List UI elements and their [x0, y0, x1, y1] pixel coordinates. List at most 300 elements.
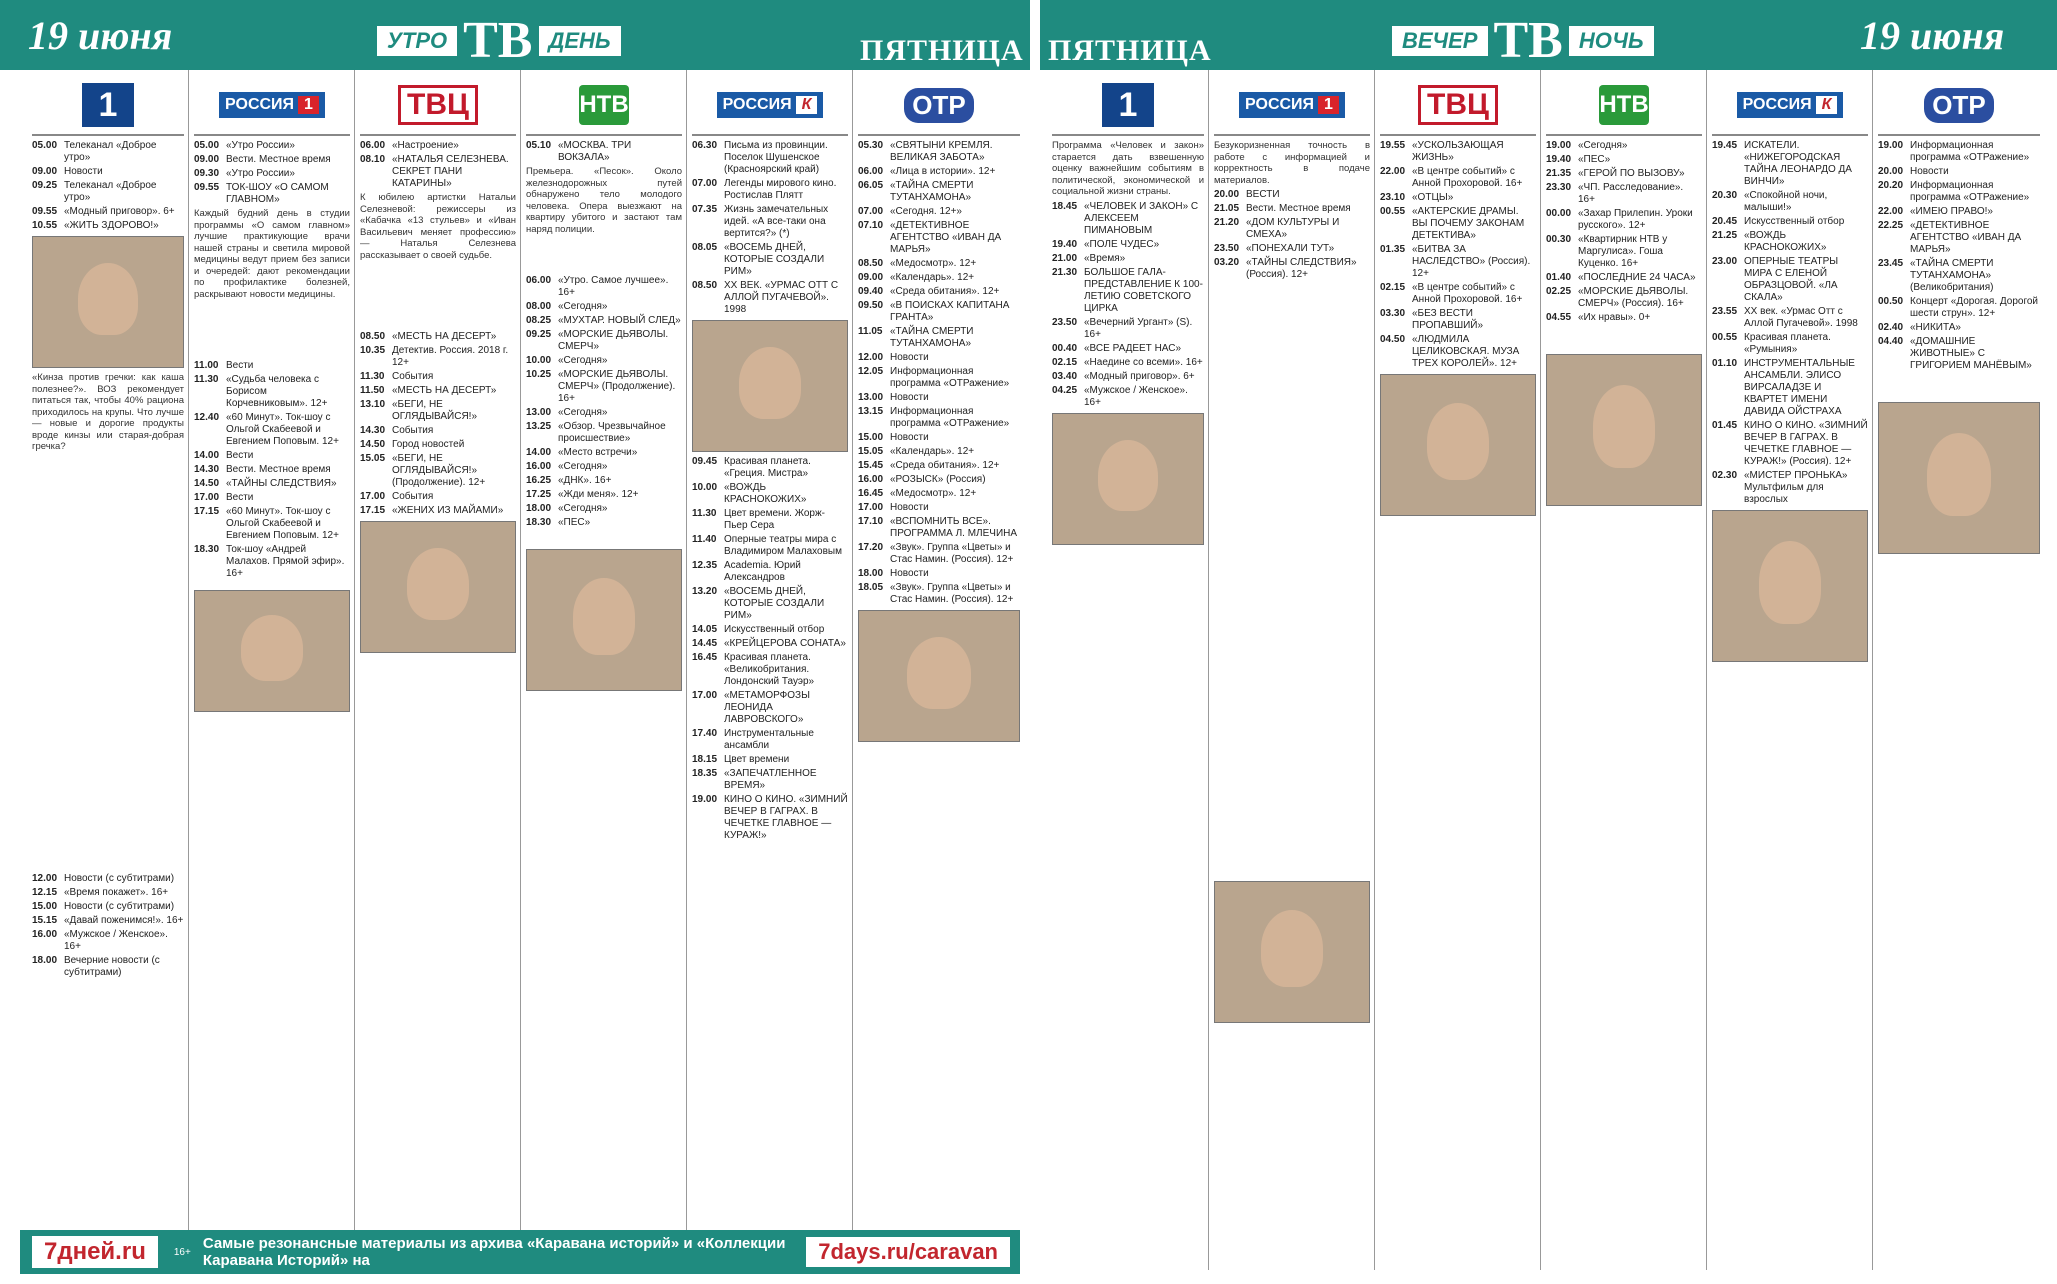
- program-time: 05.30: [858, 140, 884, 151]
- program-time: 18.30: [526, 517, 552, 528]
- footer-banner: [20, 1230, 1020, 1274]
- program-description: Каждый будний день в студии программы «О самом главном» лучшие практикующие врачи нашей страны и светила мировой медицины ведут прием без записи и очередей: дают рекомендации по профилактике болезней, раскрывают новости медицины.: [194, 208, 350, 300]
- program-title: «Звук». Группа «Цветы» и Стас Намин. (Россия). 12+: [890, 582, 1014, 605]
- program-item: [32, 206, 184, 218]
- ntv-logo: НТВ: [1599, 85, 1649, 125]
- program-item: [858, 300, 1020, 324]
- channel-1-logo: 1: [82, 83, 134, 127]
- program-time: 09.00: [858, 272, 884, 283]
- program-title: «Жди меня». 12+: [558, 489, 639, 500]
- program-item: [1380, 166, 1536, 190]
- program-title: ХХ ВЕК. «УРМАС ОТТ С АЛЛОЙ ПУГАЧЕВОЙ». 1998: [724, 280, 839, 315]
- program-time: 09.50: [858, 300, 884, 311]
- program-time: 12.35: [692, 560, 718, 571]
- program-item: [526, 489, 682, 501]
- program-title: «МОСКВА. ТРИ ВОКЗАЛА»: [558, 140, 632, 163]
- program-time: 04.55: [1546, 312, 1572, 323]
- program-time: 03.40: [1052, 370, 1078, 382]
- program-item: [858, 542, 1020, 566]
- col-ntv-evening: [1542, 70, 1707, 1270]
- program-item: [360, 491, 516, 503]
- program-time: 21.25: [1712, 230, 1738, 241]
- right-tv-logo: [1390, 12, 1656, 69]
- program-item: [360, 385, 516, 397]
- program-time: 16.00: [32, 928, 58, 940]
- program-title: «Модный приговор». 6+: [64, 206, 175, 217]
- photo-film: [1712, 510, 1868, 662]
- program-item: [1546, 168, 1702, 180]
- program-time: 14.05: [692, 624, 718, 635]
- program-title: «ВОЖДЬ КРАСНОКОЖИХ»: [1744, 230, 1827, 253]
- program-item: [194, 168, 350, 180]
- program-title: «ТАЙНЫ СЛЕДСТВИЯ»: [226, 478, 337, 489]
- program-item: [1380, 140, 1536, 164]
- program-time: 18.00: [858, 568, 884, 579]
- program-item: [1878, 296, 2040, 320]
- program-item: [1878, 206, 2040, 218]
- program-title: Вести. Местное время: [1246, 203, 1351, 214]
- program-title: Ток-шоу «Андрей Малахов. Прямой эфир». 16+: [226, 544, 345, 579]
- program-time: 08.50: [692, 280, 718, 291]
- program-item: [1052, 253, 1204, 265]
- channel-1-logo: 1: [1102, 83, 1154, 127]
- program-time: 18.00: [32, 954, 58, 966]
- program-time: 01.45: [1712, 420, 1738, 431]
- program-title: «Звук». Группа «Цветы» и Стас Намин. (Россия). 12+: [890, 542, 1014, 565]
- program-title: Легенды мирового кино. Ростислав Плятт: [724, 178, 837, 201]
- program-title: Новости: [64, 166, 103, 177]
- program-item: [1712, 140, 1868, 188]
- program-time: 09.00: [32, 166, 58, 177]
- program-item: [858, 272, 1020, 284]
- program-time: 09.55: [32, 206, 58, 217]
- program-time: 17.40: [692, 728, 718, 739]
- program-title: Информационная программа «ОТРажение»: [1910, 140, 2030, 163]
- footer-link[interactable]: 7days.ru/caravan: [806, 1237, 1010, 1267]
- program-title: ИНСТРУМЕНТАЛЬНЫЕ АНСАМБЛИ. ЭЛИСО ВИРСАЛАДЗЕ И КВАРТЕТ ИМЕНИ ДАВИДА ОЙСТРАХА: [1744, 358, 1855, 417]
- col-channel-1-evening: [1048, 70, 1209, 1270]
- program-title: Инструментальные ансамбли: [724, 728, 814, 751]
- program-title: «МЕСТЬ НА ДЕСЕРТ»: [392, 385, 497, 396]
- program-title: «МИСТЕР ПРОНЬКА» Мультфильм для взрослых: [1744, 470, 1848, 505]
- program-description: «Кинза против гречки: как каша полезнее?». ВОЗ рекомендует питаться так, чтобы 40% рациона приходилось на крупы. Что лучше — новые и дорогие продукты вроде кинзы или старая-добрая гречка?: [32, 372, 184, 452]
- program-title: БОЛЬШОЕ ГАЛА-ПРЕДСТАВЛЕНИЕ К 100-ЛЕТИЮ СОВЕТСКОГО ЦИРКА: [1084, 266, 1203, 314]
- program-title: Вести: [226, 450, 254, 461]
- program-title: Красивая планета. «Румыния»: [1744, 332, 1831, 355]
- program-item: [692, 280, 848, 316]
- logo-tv: ТВ: [1493, 12, 1563, 69]
- tvc-logo: ТВЦ: [1418, 85, 1498, 125]
- program-time: 13.10: [360, 399, 386, 410]
- program-time: 20.00: [1214, 189, 1240, 200]
- program-time: 07.10: [858, 220, 884, 231]
- program-description: Премьера. «Песок». Около железнодорожных путей обнаружено тело молодого человека. Опера выезжают на квартиру убитого и застают там наряд полиции.: [526, 166, 682, 235]
- program-item: [858, 432, 1020, 444]
- program-item: [692, 768, 848, 792]
- program-item: [858, 568, 1020, 580]
- program-time: 23.30: [1546, 182, 1572, 193]
- program-time: 08.25: [526, 315, 552, 326]
- program-time: 09.55: [194, 182, 220, 193]
- program-title: «Медосмотр». 12+: [890, 258, 977, 269]
- col-rossiya-1: [190, 70, 355, 1270]
- photo-host: [1052, 413, 1204, 545]
- program-item: [1052, 317, 1204, 341]
- program-item: [1712, 470, 1868, 506]
- program-item: [858, 286, 1020, 298]
- program-time: 05.00: [32, 140, 58, 151]
- program-time: 10.00: [526, 355, 552, 366]
- left-date: 19 июня: [28, 13, 173, 58]
- age-rating: 16+: [173, 1246, 191, 1258]
- program-time: 02.30: [1712, 470, 1738, 481]
- program-item: [1546, 312, 1702, 324]
- program-title: События: [392, 371, 434, 382]
- program-item: [858, 326, 1020, 350]
- rossiya-1-logo: РОССИЯ 1: [219, 92, 325, 118]
- program-title: «БЕЗ ВЕСТИ ПРОПАВШИЙ»: [1412, 308, 1484, 331]
- program-time: 20.45: [1712, 216, 1738, 227]
- program-time: 09.40: [858, 286, 884, 297]
- program-title: «В ПОИСКАХ КАПИТАНА ГРАНТА»: [890, 300, 1010, 323]
- program-time: 12.15: [32, 886, 58, 898]
- program-time: 00.40: [1052, 342, 1078, 354]
- site-logo[interactable]: 7дней.ru: [32, 1236, 158, 1268]
- program-item: [1214, 257, 1370, 281]
- program-title: «Обзор. Чрезвычайное происшествие»: [558, 421, 666, 444]
- program-title: Искусственный отбор: [724, 624, 825, 635]
- program-title: ВЕСТИ: [1246, 189, 1280, 200]
- program-item: [1878, 220, 2040, 256]
- program-title: Телеканал «Доброе утро»: [64, 180, 157, 203]
- col-ntv: [522, 70, 687, 1270]
- col-rossiya-1-evening: [1210, 70, 1375, 1270]
- program-title: «ВСЕ РАДЕЕТ НАС»: [1084, 342, 1182, 354]
- program-item: [194, 154, 350, 166]
- program-title: «Утро России»: [226, 168, 295, 179]
- program-item: [858, 582, 1020, 606]
- program-time: 15.00: [32, 900, 58, 912]
- program-time: 10.35: [360, 345, 386, 356]
- program-time: 16.45: [858, 488, 884, 499]
- program-time: 14.45: [692, 638, 718, 649]
- program-time: 18.45: [1052, 200, 1078, 212]
- program-title: «СВЯТЫНИ КРЕМЛЯ. ВЕЛИКАЯ ЗАБОТА»: [890, 140, 993, 163]
- program-title: «ЖЕНИХ ИЗ МАЙАМИ»: [392, 505, 504, 516]
- program-item: [1712, 216, 1868, 228]
- right-page: [1048, 70, 2048, 1270]
- program-time: 08.50: [858, 258, 884, 269]
- program-item: [692, 140, 848, 176]
- program-title: «ТАЙНА СМЕРТИ ТУТАНХАМОНА»: [890, 326, 974, 349]
- program-time: 08.50: [360, 331, 386, 342]
- program-title: Информационная программа «ОТРажение»: [890, 366, 1010, 389]
- program-item: [526, 329, 682, 353]
- program-title: КИНО О КИНО. «ЗИМНИЙ ВЕЧЕР В ГАГРАХ. В ЧЕЧЕТКЕ ГЛАВНОЕ — КУРАЖ!» (Россия). 12+: [1744, 420, 1868, 467]
- program-title: «КРЕЙЦЕРОВА СОНАТА»: [724, 638, 846, 649]
- program-title: «ТАЙНА СМЕРТИ ТУТАНХАМОНА» (Великобритания): [1910, 258, 1994, 293]
- program-time: 13.15: [858, 406, 884, 417]
- program-time: 17.10: [858, 516, 884, 527]
- program-item: [692, 754, 848, 766]
- program-time: 11.00: [194, 360, 219, 371]
- program-item: [858, 502, 1020, 514]
- program-item: [858, 166, 1020, 178]
- program-item: [858, 366, 1020, 390]
- photo-singer: [692, 320, 848, 452]
- program-item: [1878, 166, 2040, 178]
- program-title: «ЧЕЛОВЕК И ЗАКОН» С АЛЕКСЕЕМ ПИМАНОВЫМ: [1084, 200, 1199, 236]
- program-title: «Квартирник НТВ у Маргулиса». Гоша Куценко. 16+: [1578, 234, 1668, 269]
- program-title: Красивая планета. «Греция. Мистра»: [724, 456, 811, 479]
- program-title: «ДОМ КУЛЬТУРЫ И СМЕХА»: [1246, 217, 1340, 240]
- program-time: 02.15: [1052, 356, 1078, 368]
- program-title: Город новостей: [392, 439, 465, 450]
- program-time: 18.05: [858, 582, 884, 593]
- program-item: [1214, 243, 1370, 255]
- program-item: [858, 516, 1020, 540]
- program-title: «Сегодня»: [558, 407, 608, 418]
- program-time: 19.40: [1052, 238, 1078, 250]
- program-item: [692, 794, 848, 842]
- program-item: [1546, 208, 1702, 232]
- program-title: «Календарь». 12+: [890, 272, 975, 283]
- program-time: 14.30: [360, 425, 386, 436]
- program-time: 12.40: [194, 412, 220, 423]
- program-item: [858, 446, 1020, 458]
- program-time: 06.30: [692, 140, 718, 151]
- program-time: 11.30: [194, 374, 219, 385]
- program-time: 14.50: [194, 478, 220, 489]
- program-title: «ОТЦЫ»: [1412, 192, 1454, 203]
- program-time: 09.00: [194, 154, 220, 165]
- rossiya-1-logo: РОССИЯ 1: [1239, 92, 1345, 118]
- program-item: [526, 517, 682, 529]
- program-item: [32, 140, 184, 164]
- program-time: 17.25: [526, 489, 552, 500]
- program-title: «НАТАЛЬЯ СЕЛЕЗНЕВА. СЕКРЕТ ПАНИ КАТАРИНЫ»: [392, 154, 509, 189]
- program-item: [692, 624, 848, 636]
- program-time: 02.15: [1380, 282, 1406, 293]
- program-title: Детектив. Россия. 2018 г. 12+: [392, 345, 509, 368]
- program-item: [194, 140, 350, 152]
- program-item: [360, 399, 516, 423]
- program-item: [858, 488, 1020, 500]
- program-time: 00.55: [1712, 332, 1738, 343]
- otr-logo: ОТР: [1924, 88, 1993, 123]
- program-title: «ПЕС»: [558, 517, 591, 528]
- program-item: [1052, 371, 1204, 383]
- program-item: [1380, 282, 1536, 306]
- program-time: 18.30: [194, 544, 220, 555]
- page-gutter: [1030, 0, 1040, 1284]
- program-title: Academia. Юрий Александров: [724, 560, 801, 583]
- col-rossiya-k-evening: [1708, 70, 1873, 1270]
- program-item: [692, 690, 848, 726]
- program-item: [692, 178, 848, 202]
- program-item: [526, 301, 682, 313]
- program-time: 17.15: [194, 506, 220, 517]
- program-item: [692, 560, 848, 584]
- left-tv-logo: [375, 12, 623, 69]
- program-item: [1546, 286, 1702, 310]
- program-time: 19.40: [1546, 154, 1572, 165]
- program-title: Новости: [890, 568, 929, 579]
- program-item: [526, 461, 682, 473]
- program-time: 08.05: [692, 242, 718, 253]
- program-title: «ГЕРОЙ ПО ВЫЗОВУ»: [1578, 168, 1685, 179]
- program-item: [526, 315, 682, 327]
- program-time: 18.35: [692, 768, 718, 779]
- program-title: «Давай поженимся!». 16+: [64, 914, 184, 926]
- logo-day: ДЕНЬ: [537, 24, 623, 58]
- program-item: [194, 506, 350, 542]
- photo-film: [858, 610, 1020, 742]
- program-title: «МУХТАР. НОВЫЙ СЛЕД»: [558, 315, 681, 326]
- program-item: [1712, 256, 1868, 304]
- program-time: 11.30: [692, 508, 717, 519]
- program-item: [32, 915, 184, 927]
- program-time: 14.30: [194, 464, 220, 475]
- program-title: Концерт «Дорогая. Дорогой шести струн». 12+: [1910, 296, 2039, 319]
- program-title: События: [392, 425, 434, 436]
- program-title: «ВСПОМНИТЬ ВСЕ». ПРОГРАММА Л. МЛЕЧИНА: [890, 516, 1018, 539]
- program-item: [360, 140, 516, 152]
- col-otr: [854, 70, 1024, 1270]
- program-time: 12.00: [858, 352, 884, 363]
- program-time: 23.00: [1712, 256, 1738, 267]
- program-item: [194, 544, 350, 580]
- program-item: [360, 154, 516, 190]
- program-item: [858, 352, 1020, 364]
- program-description: Программа «Человек и закон» старается дать взвешенную оценку важнейшим событиям в политической, экономической и социальной жизни страны.: [1052, 140, 1204, 197]
- program-title: «ИМЕЮ ПРАВО!»: [1910, 206, 1993, 217]
- program-item: [1546, 272, 1702, 284]
- program-item: [1878, 336, 2040, 372]
- program-item: [1052, 343, 1204, 355]
- program-item: [1380, 206, 1536, 242]
- program-item: [692, 652, 848, 688]
- program-item: [360, 371, 516, 383]
- program-item: [526, 275, 682, 299]
- program-item: [1712, 190, 1868, 214]
- program-item: [194, 412, 350, 448]
- program-item: [1052, 239, 1204, 251]
- program-item: [1052, 357, 1204, 369]
- program-time: 12.00: [32, 872, 58, 884]
- program-title: «ЗАПЕЧАТЛЕННОЕ ВРЕМЯ»: [724, 768, 817, 791]
- program-time: 08.00: [526, 301, 552, 312]
- program-time: 01.10: [1712, 358, 1738, 369]
- program-item: [1546, 154, 1702, 166]
- program-title: Новости: [890, 392, 929, 403]
- program-time: 22.25: [1878, 220, 1904, 231]
- col-rossiya-k: [688, 70, 853, 1270]
- program-time: 18.15: [692, 754, 718, 765]
- program-item: [360, 425, 516, 437]
- program-time: 07.00: [858, 206, 884, 217]
- program-time: 14.00: [194, 450, 220, 461]
- program-title: Жизнь замечательных идей. «А все-таки она вертится?» (*): [724, 204, 829, 239]
- footer-text: Самые резонансные материалы из архива «Каравана историй» и «Коллекции Каравана Историй» на: [202, 1235, 786, 1269]
- photo-actor: [526, 549, 682, 691]
- program-item: [858, 206, 1020, 218]
- program-item: [858, 140, 1020, 164]
- program-time: 17.00: [194, 492, 220, 503]
- program-title: «Место встречи»: [558, 447, 638, 458]
- program-time: 16.45: [692, 652, 718, 663]
- program-title: «ВОСЕМЬ ДНЕЙ, КОТОРЫЕ СОЗДАЛИ РИМ»: [724, 586, 825, 621]
- program-time: 06.05: [858, 180, 884, 191]
- program-title: «БИТВА ЗА НАСЛЕДСТВО» (Россия). 12+: [1412, 244, 1531, 279]
- program-item: [1380, 192, 1536, 204]
- program-time: 17.00: [858, 502, 884, 513]
- program-title: «ДНК». 16+: [558, 475, 612, 486]
- program-time: 09.25: [32, 180, 58, 191]
- program-item: [194, 182, 350, 206]
- program-time: 21.20: [1214, 217, 1240, 228]
- program-time: 03.20: [1214, 257, 1240, 268]
- program-title: «МЕСТЬ НА ДЕСЕРТ»: [392, 331, 497, 342]
- program-item: [360, 453, 516, 489]
- program-item: [1546, 182, 1702, 206]
- program-time: 11.40: [692, 534, 717, 545]
- program-item: [1214, 217, 1370, 241]
- program-title: Письма из провинции. Поселок Шушенское (Красноярский край): [724, 140, 828, 175]
- program-time: 01.35: [1380, 244, 1406, 255]
- program-time: 07.00: [692, 178, 718, 189]
- program-time: 14.00: [526, 447, 552, 458]
- program-title: «60 Минут». Ток-шоу с Ольгой Скабеевой и Евгением Поповым. 12+: [226, 412, 339, 447]
- program-title: «ЖИТЬ ЗДОРОВО!»: [64, 220, 159, 231]
- program-title: «Сегодня. 12+»: [890, 206, 962, 217]
- program-title: ИСКАТЕЛИ. «НИЖЕГОРОДСКАЯ ТАЙНА ЛЕОНАРДО ДА ВИНЧИ»: [1744, 140, 1852, 187]
- program-item: [858, 460, 1020, 472]
- program-item: [1878, 258, 2040, 294]
- program-time: 02.25: [1546, 286, 1572, 297]
- program-title: Информационная программа «ОТРажение»: [1910, 180, 2030, 203]
- program-title: «МОРСКИЕ ДЬЯВОЛЫ. СМЕРЧ» (Продолжение). 16+: [558, 369, 676, 404]
- program-time: 14.50: [360, 439, 386, 450]
- program-title: «ТАЙНЫ СЛЕДСТВИЯ» (Россия). 12+: [1246, 257, 1357, 280]
- program-title: «Медосмотр». 12+: [890, 488, 977, 499]
- program-item: [1878, 140, 2040, 164]
- col-otr-evening: [1874, 70, 2044, 1270]
- photo-actor: [1546, 354, 1702, 506]
- program-item: [526, 369, 682, 405]
- program-item: [526, 407, 682, 419]
- program-title: «Наедине со всеми». 16+: [1084, 356, 1203, 368]
- program-item: [1878, 322, 2040, 334]
- program-item: [692, 242, 848, 278]
- program-title: «Мужское / Женское». 16+: [1084, 384, 1188, 408]
- logo-tv: ТВ: [463, 12, 533, 69]
- program-title: «МЕТАМОРФОЗЫ ЛЕОНИДА ЛАВРОВСКОГО»: [724, 690, 810, 725]
- program-item: [692, 586, 848, 622]
- program-title: «Время»: [1084, 252, 1126, 264]
- program-title: Вечерние новости (с субтитрами): [64, 954, 160, 978]
- program-time: 12.05: [858, 366, 884, 377]
- program-title: Вести: [226, 360, 254, 371]
- program-item: [1712, 420, 1868, 468]
- program-title: «УСКОЛЬЗАЮЩАЯ ЖИЗНЬ»: [1412, 140, 1504, 163]
- program-title: «Время покажет». 16+: [64, 886, 169, 898]
- program-title: «МОРСКИЕ ДЬЯВОЛЫ. СМЕРЧ» (Россия). 16+: [1578, 286, 1689, 309]
- program-time: 00.00: [1546, 208, 1572, 219]
- program-time: 06.00: [526, 275, 552, 286]
- program-title: «Утро России»: [226, 140, 295, 151]
- program-item: [32, 901, 184, 913]
